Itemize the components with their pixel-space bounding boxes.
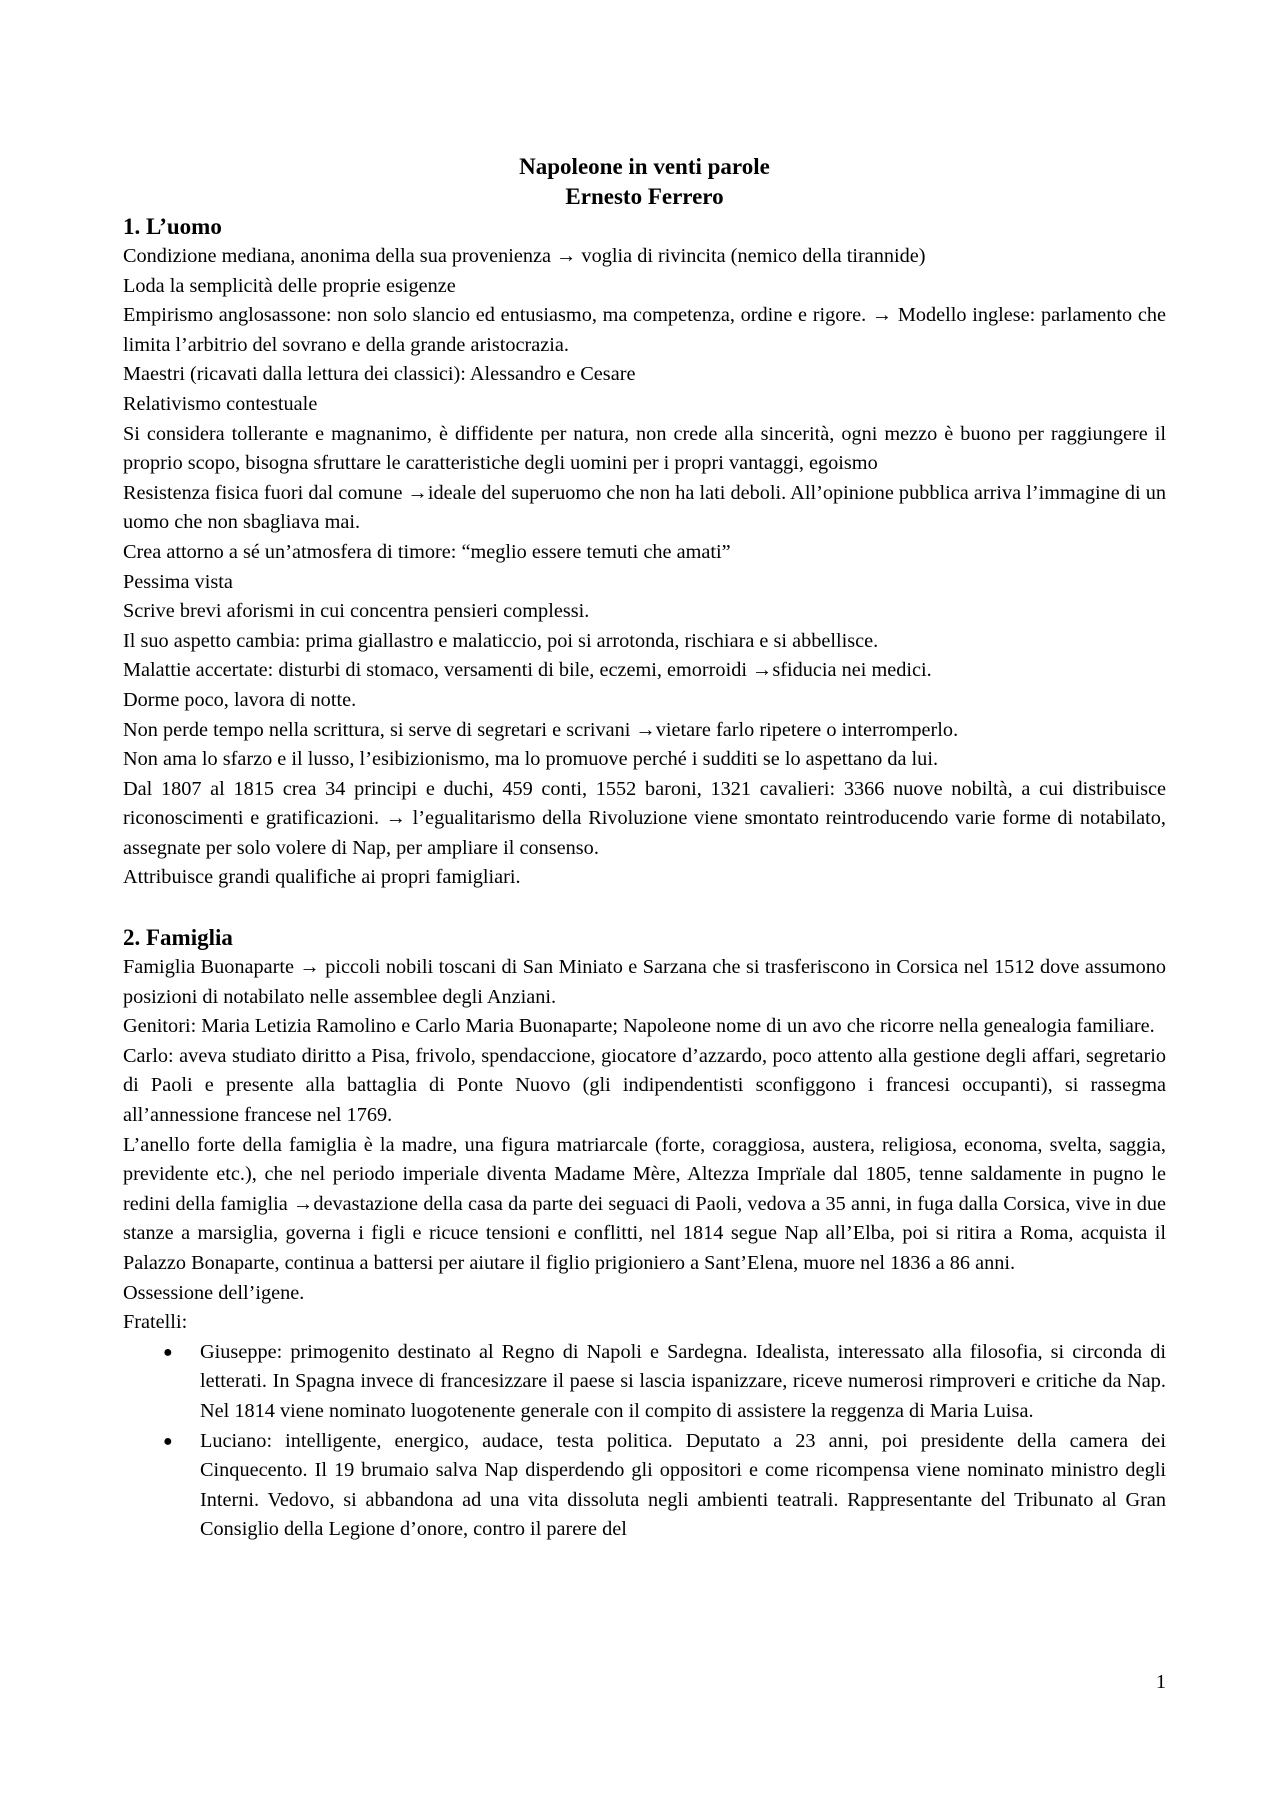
paragraph: Il suo aspetto cambia: prima giallastro e malaticcio, poi si arrotonda, rischiara e si abbellisce. [123,629,879,652]
paragraph: Si considera tollerante e magnanimo, è diffidente per natura, non crede alla sincerità, ogni mezzo è buono per raggiungere il proprio scopo, bisogna sfruttare le caratteristiche degli uomini per i propri vantaggi, egoismo [123,422,1166,475]
list-item-text: Luciano: intelligente, energico, audace, testa politica. Deputato a 23 anni, poi presidente della camera dei Cinquecento. Il 19 brumaio salva Nap disperdendo gli oppositori e come ricompensa viene nominato ministro degli Interni. Vedovo, si abbandona ad una vita dissoluta negli ambienti teatrali. Rappresentante del Tribunato al Gran Consiglio della Legione d’onore, contro il parere del [200,1429,1166,1541]
paragraph: L’anello forte della famiglia è la madre, una figura matriarcale (forte, coraggiosa, austera, religiosa, economa, svelta, saggia, previdente etc.), che nel periodo imperiale diventa Madame Mère, Altezza Imprïale dal 1805, tenne saldamente in pugno le redini della famiglia →devastazione della casa da parte dei seguaci di Paoli, vedova a 35 anni, in fuga dalla Corsica, vive in due stanze a marsiglia, governa i figli e ricuce tensioni e conflitti, nel 1814 segue Nap all’Elba, poi si ritira a Roma, acquista il Palazzo Bonaparte, continua a battersi per aiutare il figlio prigioniero a Sant’Elena, muore nel 1836 a 86 anni. [123,1133,1166,1274]
paragraph: Pessima vista [123,570,233,593]
section-spacer [123,893,1166,923]
section-heading-famiglia: 2. Famiglia [123,925,233,951]
paragraph: Empirismo anglosassone: non solo slancio ed entusiasmo, ma competenza, ordine e rigore. → Modello inglese: parlamento che limita l’arbitrio del sovrano e della grande aristocrazia. [123,304,1166,356]
paragraph: Attribuisce grandi qualifiche ai propri famigliari. [123,866,521,889]
paragraph: Scrive brevi aforismi in cui concentra pensieri complessi. [123,600,590,623]
paragraph: Dal 1807 al 1815 crea 34 principi e duchi, 459 conti, 1552 baroni, 1321 cavalieri: 3366 nuove nobiltà, a cui distribuisce riconoscimenti e gratificazioni. → l’egualitarismo della Rivoluzione viene smontato reintroducendo varie forme di notabilato, assegnate per solo volere di Nap, per ampliare il consenso. [123,777,1166,859]
fratelli-list [123,1338,1166,1545]
document-author: Ernesto Ferrero [565,184,724,209]
paragraph: Malattie accertate: disturbi di stomaco, versamenti di bile, eczemi, emorroidi →sfiducia nei medici. [123,659,932,682]
list-item [163,1427,1166,1545]
paragraph: Maestri (ricavati dalla lettura dei classici): Alessandro e Cesare [123,363,636,386]
paragraph: Relativismo contestuale [123,392,318,415]
paragraph: Famiglia Buonaparte → piccoli nobili toscani di San Miniato e Sarzana che si trasferiscono in Corsica nel 1512 dove assumono posizioni di notabilato nelle assemblee degli Anziani. [123,956,1166,1008]
paragraph: Resistenza fisica fuori dal comune →ideale del superuomo che non ha lati deboli. All’opinione pubblica arriva l’immagine di un uomo che non sbagliava mai. [123,481,1166,534]
paragraph: Ossessione dell’igene. [123,1281,305,1304]
bullet-icon: ● [163,1343,173,1361]
section-famiglia-body [123,953,1166,1545]
page-number: 1 [1155,1671,1166,1693]
paragraph: Dorme poco, lavora di notte. [123,688,357,711]
list-item [163,1338,1166,1427]
paragraph: Condizione mediana, anonima della sua provenienza → voglia di rivincita (nemico della tirannide) [123,245,926,267]
section-uomo-body [123,242,1166,893]
paragraph: Non perde tempo nella scrittura, si serve di segretari e scrivani →vietare farlo ripetere o interromperlo. [123,718,959,741]
paragraph: Carlo: aveva studiato diritto a Pisa, frivolo, spendaccione, giocatore d’azzardo, poco attento alla gestione degli affari, segretario di Paoli e presente alla battaglia di Ponte Nuovo (gli indipendentisti sconfiggono i francesi occupanti), si rassegma all’annessione francese nel 1769. [123,1044,1166,1127]
list-item-text: Giuseppe: primogenito destinato al Regno di Napoli e Sardegna. Idealista, interessato alla filosofia, si circonda di letterati. In Spagna invece di francesizzare il paese si lascia ispanizzare, riceve numerosi rimproveri e critiche da Nap. Nel 1814 viene nominato luogotenente generale con il compito di assistere la reggenza di Maria Luisa. [200,1340,1166,1422]
paragraph: Crea attorno a sé un’atmosfera di timore: “meglio essere temuti che amati” [123,540,731,563]
bullet-icon: ● [163,1432,173,1450]
paragraph: Genitori: Maria Letizia Ramolino e Carlo Maria Buonaparte; Napoleone nome di un avo che ricorre nella genealogia familiare. [123,1015,1155,1038]
document-title: Napoleone in venti parole [519,154,770,179]
paragraph: Non ama lo sfarzo e il lusso, l’esibizionismo, ma lo promuove perché i sudditi se lo aspettano da lui. [123,748,939,771]
document-page [123,152,1166,1545]
section-heading-uomo: 1. L’uomo [123,214,222,239]
paragraph: Fratelli: [123,1311,188,1334]
paragraph: Loda la semplicità delle proprie esigenze [123,274,456,297]
